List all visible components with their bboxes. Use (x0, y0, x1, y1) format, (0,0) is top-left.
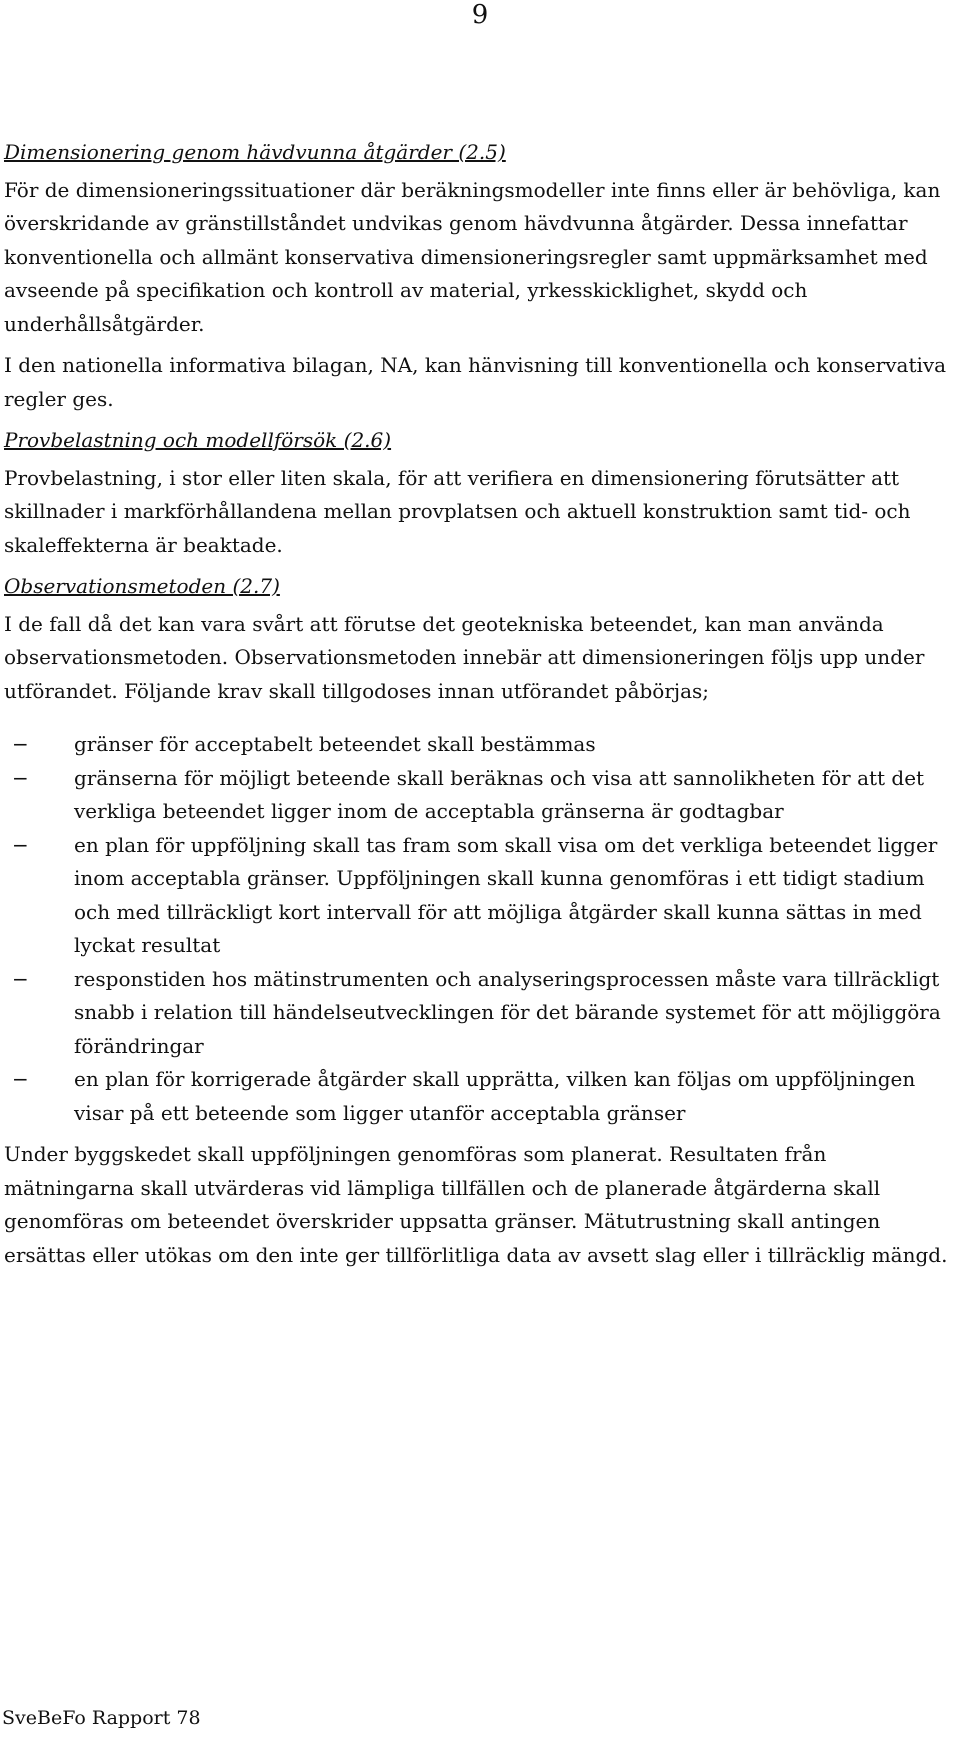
list-item-text: gränser för acceptabelt beteendet skall bestämmas (74, 732, 596, 756)
list-item-text: en plan för uppföljning skall tas fram som skall visa om det verkliga beteendet ligger inom acceptabla gränser. Uppföljningen skall kunna genomföras i ett tidigt stadium och med tillräckligt kort intervall för att möjliga åtgärder skall kunna sättas in med lyckat resultat (74, 832, 938, 957)
list-dash: − (12, 765, 29, 790)
list-dash: − (12, 832, 29, 857)
list-item (4, 762, 952, 829)
section-heading-dimensionering: Dimensionering genom hävdvunna åtgärder (2.5) (4, 140, 506, 164)
list-item (4, 829, 952, 963)
report-footer: SveBeFo Rapport 78 (2, 1707, 201, 1729)
page-number: 9 (471, 0, 489, 30)
requirements-list (4, 728, 952, 1130)
paragraph-nationella-bilagan: I den nationella informativa bilagan, NA, kan hänvisning till konventionella och konservativa regler ges. (4, 353, 947, 411)
list-dash: − (12, 966, 29, 991)
section-heading-provbelastning: Provbelastning och modellförsök (2.6) (4, 428, 392, 452)
section-heading-observationsmetoden: Observationsmetoden (2.7) (4, 574, 280, 598)
list-item (4, 1063, 952, 1130)
page-content (4, 136, 952, 1272)
list-item-text: responstiden hos mätinstrumenten och analyseringsprocessen måste vara tillräckligt snabb i relation till händelseutvecklingen för det bärande systemet för att möjliggöra förändringar (74, 966, 941, 1058)
list-item-text: gränserna för möjligt beteende skall beräknas och visa att sannolikheten för att det verkliga beteendet ligger inom de acceptabla gränserna är godtagbar (74, 765, 925, 823)
paragraph-provbelastning: Provbelastning, i stor eller liten skala, för att verifiera en dimensionering förutsätter att skillnader i markförhållandena mellan provplatsen och aktuell konstruktion samt tid- och skaleffekterna är beaktade. (4, 465, 911, 557)
list-item-text: en plan för korrigerade åtgärder skall upprätta, vilken kan följas om uppföljningen visar på ett beteende som ligger utanför acceptabla gränser (74, 1067, 916, 1125)
list-dash: − (12, 732, 29, 756)
paragraph-byggskedet: Under byggskedet skall uppföljningen genomföras som planerat. Resultaten från mätningarna skall utvärderas vid lämpliga tillfällen och de planerade åtgärderna skall genomföras om beteendet överskrider uppsatta gränser. Mätutrustning skall antingen ersättas eller utökas om den inte ger tillförlitliga data av avsett slag eller i tillräcklig mängd. (4, 1142, 948, 1267)
list-dash: − (12, 1067, 29, 1091)
list-item (4, 963, 952, 1064)
list-item (4, 728, 952, 762)
paragraph-observationsmetoden: I de fall då det kan vara svårt att förutse det geotekniska beteendet, kan man använda observationsmetoden. Observationsmetoden innebär att dimensioneringen följs upp under utförandet. Följande krav skall tillgodoses innan utförandet påbörjas; (4, 611, 925, 703)
paragraph-dimensionering: För de dimensioneringssituationer där beräkningsmodeller inte finns eller är behövliga, kan överskridande av gränstillståndet undvikas genom hävdvunna åtgärder. Dessa innefattar konventionella och allmänt konservativa dimensioneringsregler samt uppmärksamhet med avseende på specifikation och kontroll av material, yrkesskicklighet, skydd och underhållsåtgärder. (4, 177, 941, 336)
